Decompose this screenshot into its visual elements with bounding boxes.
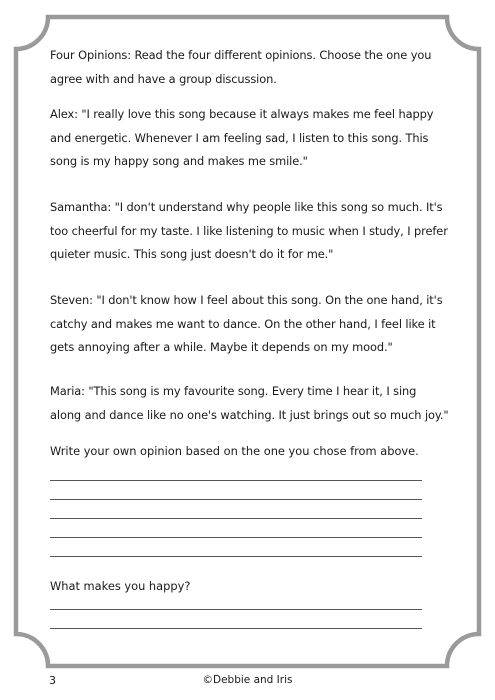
copyright-text: ©Debbie and Iris	[202, 674, 293, 686]
opinion-alex: Alex: "I really love this song because it always makes me feel happy and energetic. Whenever I am feeling sad, I listen to this song. This song is my happy song and makes me smile."	[50, 107, 434, 168]
opinion-maria: Maria: "This song is my favourite song. Every time I hear it, I sing along and dance like no one's watching. It just brings out so much joy."	[50, 384, 449, 422]
page-number: 3	[49, 674, 56, 687]
answer-line[interactable]	[50, 628, 422, 629]
question-own-opinion: Write your own opinion based on the one you chose from above.	[50, 444, 419, 458]
answer-line[interactable]	[50, 499, 422, 500]
instructions-text: Four Opinions: Read the four different opinions. Choose the one you agree with and have a group discussion.	[50, 48, 432, 86]
opinion-samantha: Samantha: "I don't understand why people like this song so much. It's too cheerful for my taste. I like listening to music when I study, I prefer quieter music. This song just doesn't do it for me."	[50, 200, 448, 261]
answer-line[interactable]	[50, 537, 422, 538]
answer-line[interactable]	[50, 556, 422, 557]
answer-line[interactable]	[50, 609, 422, 610]
answer-line[interactable]	[50, 480, 422, 481]
opinion-steven: Steven: "I don't know how I feel about this song. On the one hand, it's catchy and makes me want to dance. On the other hand, I feel like it gets annoying after a while. Maybe it depends on my mood."	[50, 293, 443, 354]
question-what-makes-happy: What makes you happy?	[50, 579, 191, 593]
answer-line[interactable]	[50, 518, 422, 519]
